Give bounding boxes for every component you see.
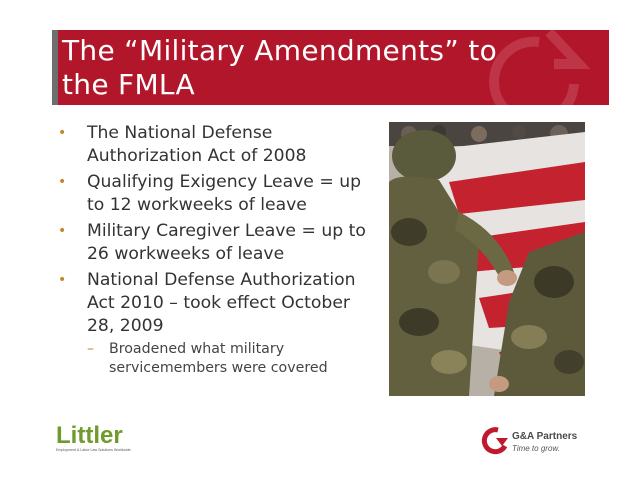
ga-partners-logo-icon bbox=[484, 430, 508, 452]
bullet-list bbox=[58, 122, 378, 381]
littler-logo-tagline: Employment & Labor Law Solutions Worldwide bbox=[56, 448, 131, 452]
bullet-marker: • bbox=[58, 223, 67, 239]
bullet-text: National Defense Authorization Act 2010 – took effect October 28, 2009 bbox=[87, 270, 356, 336]
sub-bullet-marker: – bbox=[87, 341, 94, 357]
ga-partners-name: G&A Partners bbox=[512, 431, 578, 442]
title-bar bbox=[52, 30, 609, 105]
bullet-marker: • bbox=[58, 125, 67, 141]
bullet-item bbox=[58, 220, 378, 266]
photo-soldiers-flag bbox=[389, 122, 585, 396]
bullet-text: The National Defense Authorization Act of 2008 bbox=[87, 123, 307, 166]
bullet-item bbox=[58, 269, 378, 378]
ga-partners-logo bbox=[478, 424, 590, 458]
littler-logo bbox=[56, 421, 136, 455]
bullet-item bbox=[58, 122, 378, 168]
bullet-marker: • bbox=[58, 174, 67, 190]
sub-bullet-item bbox=[87, 340, 378, 378]
bullet-marker: • bbox=[58, 272, 67, 288]
title-left-strip bbox=[52, 30, 58, 105]
bullet-text: Military Caregiver Leave = up to 26 workweeks of leave bbox=[87, 221, 366, 264]
bullet-item bbox=[58, 171, 378, 217]
sub-bullet-list bbox=[87, 340, 378, 378]
littler-logo-text: Littler bbox=[56, 422, 123, 449]
bullet-text: Qualifying Exigency Leave = up to 12 workweeks of leave bbox=[87, 172, 361, 215]
slide-title: The “Military Amendments” to the FMLA bbox=[62, 34, 498, 101]
sub-bullet-text: Broadened what military servicemembers were covered bbox=[109, 341, 328, 376]
ga-partners-tagline: Time to grow. bbox=[512, 444, 560, 453]
